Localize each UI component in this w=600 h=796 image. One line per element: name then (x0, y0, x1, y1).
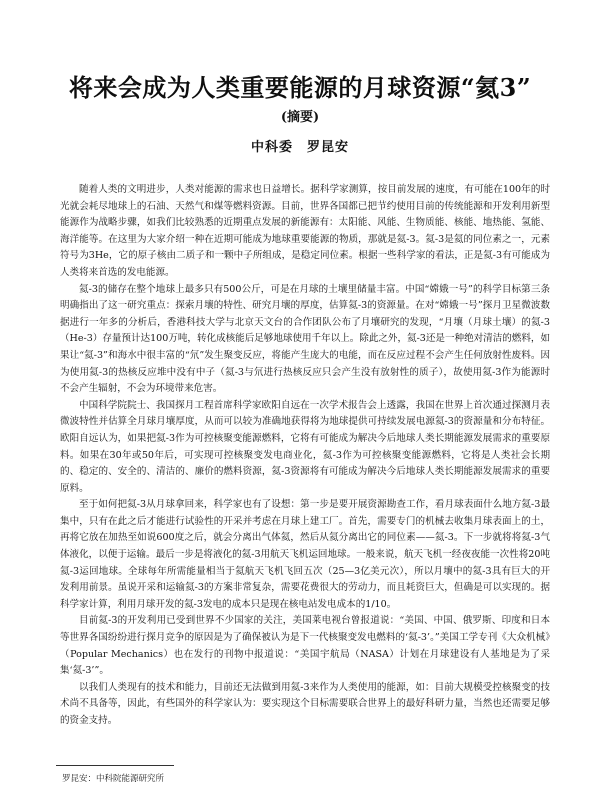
article-body (60, 182, 550, 730)
article-subtitle: (摘要) (280, 110, 320, 125)
paragraph-1: 随着人类的文明进步，人类对能源的需求也日益增长。据科学家测算，按目前发展的速度，有可能在100年的时光就会耗尽地球上的石油、天然气和煤等燃料资源。目前，世界各国都已把节约使用目前的传统能源和开发利用新型能源作为战略步骤，如我们比较熟悉的近期重点发展的新能源有：太阳能、风能、生物质能、核能、地热能、氢能、海洋能等。在这里为大家介绍一种在近期可能成为地球重要能源的物质，那就是氦-3。氦-3是氦的同位素之一，元素符号为3He，它的原子核由二质子和一颗中子所组成，是稳定同位素。根据一些科学家的看法，正是氦-3有可能成为人类将来首选的发电能源。 (60, 184, 550, 278)
paragraph-3: 中国科学院院士、我国探月工程首席科学家欧阳自远在一次学术报告会上透露，我国在世界上首次通过探测月表微波特性并估算全月球月壤厚度，从而可以较为准确地获得将为地球提供可持续发展电源氦-3的资源量和分布特征。欧阳自远认为，如果把氦-3作为可控核聚变能源燃料，它将有可能成为解决今后地球人类长期能源发展需求的重要原料。如果在30年或50年后，可实现可控核聚变发电商业化，氦-3作为可控核聚变能源燃料，它将是人类社会长期的、稳定的、安全的、清洁的、廉价的燃料资源，氦-3资源将有可能成为解决今后地球人类长期能源发展需求的重要原料。 (60, 399, 550, 494)
article-authors: 中科委 罗昆安 (250, 140, 349, 155)
footnote-divider (56, 765, 174, 766)
article-title: 将来会成为人类重要能源的月球资源“氦3” (68, 73, 532, 102)
paragraph-5: 目前氦-3的开发利用已受到世界不少国家的关注，美国莱电视台曾报道说：“美国、中国、俄罗斯、印度和日本等世界各国纷纷进行探月竞争的原因是为了确保被认为是下一代核聚变发电燃料的‘氦-3’。”美国工学专刊《大众机械》（Popular Mechanics）也在发行的刊物中报道说：“美国宇航局（NASA）计划在月球建设有人基地是为了采集‘氦-3’”。 (60, 615, 550, 677)
footnote: 罗昆安：中科院能源研究所 (62, 774, 165, 784)
paragraph-2: 氦-3的储存在整个地球上最多只有500公斤，可是在月球的土壤里储量丰富。中国“嫦娥一号”的科学目标第三条明确指出了这一研究重点：探索月壤的特性、研究月壤的厚度，估算氦-3的资源量。在对“嫦娥一号”探月卫星微波数据进行一年多的分析后，香港科技大学与北京天文台的合作团队公布了月壤研究的发现，“月壤（月球土壤）的氦-3（He-3）存量预计达100万吨，转化成核能后足够地球使用千年以上。除此之外，氦-3还是一种绝对清洁的燃料，如果让“氦-3”和海水中很丰富的“氘”发生聚变反应，将能产生庞大的电能，而在反应过程不会产生任何放射性废料。因为使用氦-3的热核反应堆中没有中子（氦-3与氘进行热核反应只会产生没有放射性的质子），故使用氦-3作为能源时不会产生辐射，不会为环境带来危害。 (60, 283, 550, 395)
paragraph-6: 以我们人类现有的技术和能力，目前还无法做到用氦-3来作为人类使用的能源，如：目前大规模受控核聚变的技术尚不具备等，因此，有些国外的科学家认为：要实现这个目标需要联合世界上的最好科研力量，当然也还需要足够的资金支持。 (60, 681, 550, 726)
paragraph-4: 至于如何把氦-3从月球拿回来，科学家也有了设想：第一步是要开展资源勘查工作，看月球表面什么地方氦-3最集中，只有在此之后才能进行试验性的开采并考虑在月球上建工厂。首先，需要专门的机械去收集月球表面上的土，再将它放在加热至如说600度之后，就会分离出气体氦，然后从氦分离出它的同位素——氦-3。下一步就将将氦-3气体液化，以便于运输。最后一步是将液化的氦-3用航天飞机运回地球。一般来说，航天飞机一经夜夜能一次性将20吨氦-3运回地球。全球每年所需能量相当于氦航天飞机飞回五次（25—3亿美元次），所以月壤中的氦-3具有巨大的开发利用前景。虽说开采和运输氦-3的方案非常复杂，需要花费很大的劳动力，而且耗资巨大，但确是可以实现的。据科学家计算，利用月球开发的氦-3发电的成本只是现在核电站发电成本的1/10。 (60, 499, 550, 610)
